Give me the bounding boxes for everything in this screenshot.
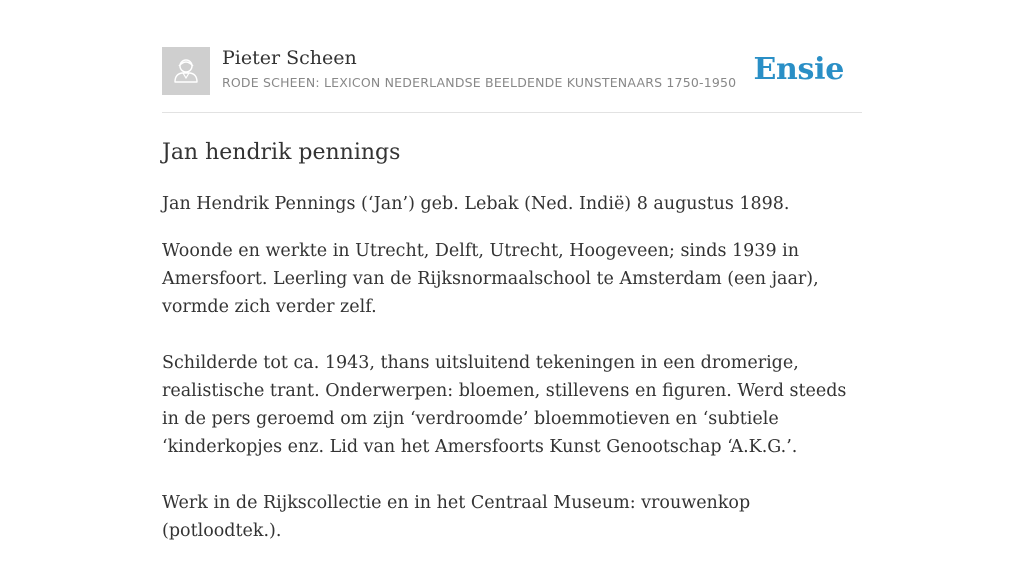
article-title: Jan hendrik pennings (162, 140, 401, 165)
source-title: RODE SCHEEN: LEXICON NEDERLANDSE BEELDENDE KUNSTENAARS 1750-1950 (222, 75, 737, 90)
body-paragraph: Werk in de Rijkscollectie en in het Centraal Museum: vrouwenkop (potloodtek.). (162, 493, 751, 541)
page-container (162, 0, 862, 541)
author-name[interactable]: Pieter Scheen (222, 47, 357, 69)
article-body (162, 237, 862, 573)
avatar[interactable] (162, 47, 210, 95)
body-paragraph: Woonde en werkte in Utrecht, Delft, Utrecht, Hoogeveen; sinds 1939 in Amersfoort. Leerling van de Rijksnormaalschool te Amsterdam (een jaar), vormde zich verder zelf. (162, 241, 819, 317)
user-icon (162, 47, 210, 95)
ensie-logo[interactable]: Ensie (753, 52, 844, 87)
body-paragraph: Schilderde tot ca. 1943, thans uitsluitend tekeningen in een dromerige, realistische trant. Onderwerpen: bloemen, stillevens en figuren. Werd steeds in de pers geroemd om zijn ‘verdroomde’ bloemmotieven en ‘subtiele ‘kinderkopjes enz. Lid van het Amersfoorts Kunst Genootschap ‘A.K.G.’. (162, 353, 847, 457)
article-intro: Jan Hendrik Pennings (‘Jan’) geb. Lebak (Ned. Indië) 8 augustus 1898. (162, 194, 790, 214)
author-header (162, 0, 862, 113)
